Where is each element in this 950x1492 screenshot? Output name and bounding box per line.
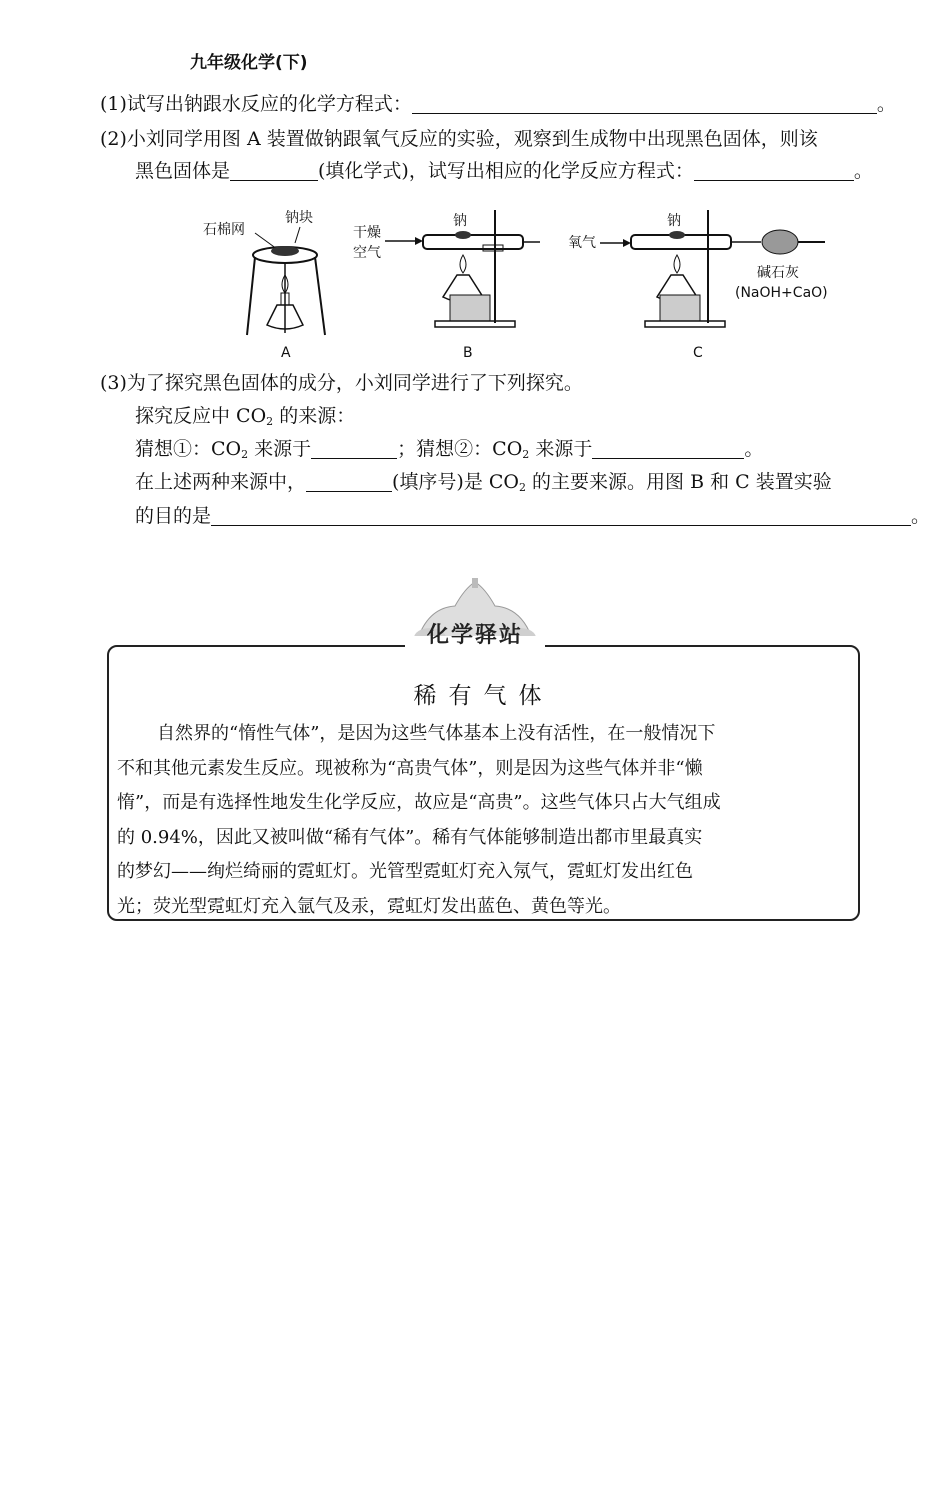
label-asbestos: 石棉网 [203,222,245,238]
caption-b: B [463,345,473,361]
question-3-line-4: 在上述两种来源中， (填序号)是 $CO_2$ 的主要来源。用图 B 和 C 装置实验 [135,471,832,494]
chemistry-station-box [107,645,860,921]
answer-blank-formula[interactable] [230,160,318,181]
caption-c: C [693,345,703,361]
answer-blank-1[interactable] [412,93,877,114]
apparatus-a [203,209,325,361]
label-sodium-block: 钠块 [285,210,313,226]
question-1: (1)试写出钠跟水反应的化学方程式： 。 [100,93,896,115]
question-2-line-2: 黑色固体是 (填化学式)，试写出相应的化学反应方程式： 。 [135,160,873,182]
question-2-line-1: (2)小刘同学用图 A 装置做钠跟氧气反应的实验，观察到生成物中出现黑色固体，则该 [100,128,818,150]
question-3-line-1: (3)为了探究黑色固体的成分，小刘同学进行了下列探究。 [100,372,583,394]
question-3-line-5: 的目的是 。 [135,505,931,527]
answer-blank-guess-1[interactable] [311,438,397,459]
answer-blank-guess-2[interactable] [592,438,744,459]
caption-a: A [281,345,291,361]
label-sodium-c: 钠 [667,213,681,229]
label-dry-air-1: 干燥 [353,225,381,241]
answer-blank-main-source[interactable] [306,471,392,492]
label-dry-air-2: 空气 [353,245,381,261]
label-soda-lime-formula: (NaOH+CaO) [735,285,828,301]
answer-blank-purpose[interactable] [211,505,911,526]
question-1-text: (1)试写出钠跟水反应的化学方程式： [100,93,412,115]
question-3-line-2: 探究反应中 $CO_2$ 的来源： [135,405,356,428]
station-paragraph: 自然界的“惰性气体”，是因为这些气体基本上没有活性，在一般情况下 不和其他元素发生反应。现被称为“高贵气体”，则是因为这些气体并非“懒 惰”，而是有选择性地发生化学反应，故应是“高贵”。这些气体只占大气组成 的 0.94%，因此又被叫做“稀有气体”。稀有气体能够制造出都市里最真实 的梦幻——绚烂绮丽的霓虹灯。光管型霓虹灯充入氖气，霓虹灯发出红色 光；荧光型霓虹灯充入氩气及汞，霓虹灯发出蓝色、黄色等光。 [117,723,721,917]
apparatus-figure [195,205,845,365]
label-sodium-b: 钠 [453,213,467,229]
station-badge [395,578,555,658]
apparatus-c [568,210,828,361]
label-soda-lime: 碱石灰 [757,265,799,281]
station-title: 稀有气体 [413,683,554,709]
answer-blank-equation[interactable] [694,160,854,181]
station-badge-label: 化学驿站 [426,623,523,648]
label-oxygen: 氧气 [568,235,596,251]
question-3-guesses: 猜想①：$CO_2$ 来源于 ；猜想②：$CO_2$ 来源于 。 [135,438,764,461]
page-header: 九年级化学(下) [190,53,308,73]
apparatus-b [353,210,540,361]
